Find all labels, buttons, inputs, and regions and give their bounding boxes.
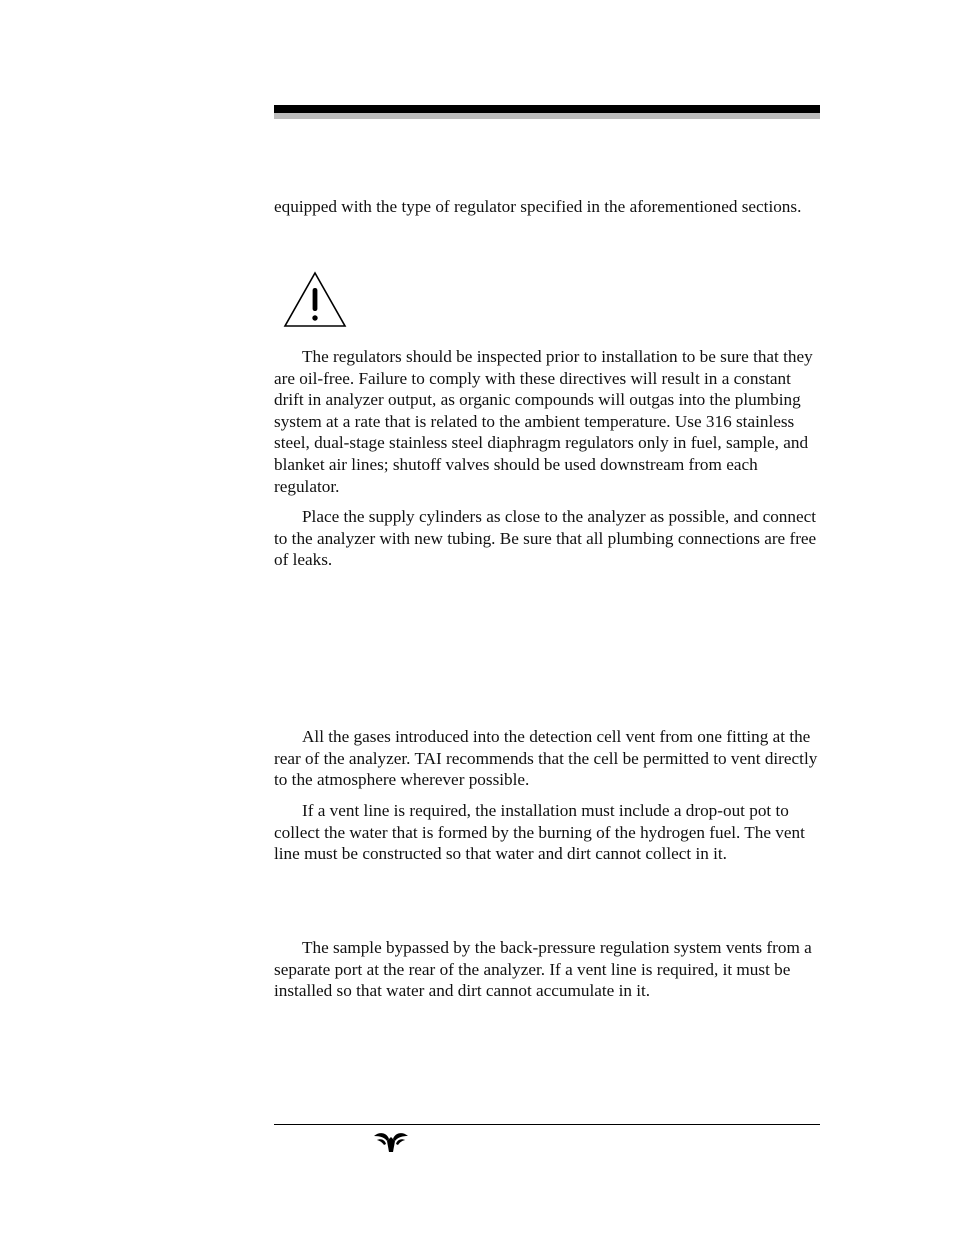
teledyne-logo-icon bbox=[373, 1131, 409, 1153]
footer-rule bbox=[274, 1124, 820, 1125]
regulator-inspection-paragraph: The regulators should be inspected prior to installation to be sure that they are oil-free. Failure to comply with these directives will result in a constant drift in analyzer output, as organic compounds will outgas into the plumbing system at a rate that is related to the ambient temperature. Use 316 stainless steel, dual-stage stainless steel diaphragm regulators only in fuel, sample, and blanket air lines; shutoff valves should be used downstream from each regulator. bbox=[274, 347, 813, 496]
vent-line-paragraph: If a vent line is required, the installation must include a drop-out pot to collect the water that is formed by the burning of the hydrogen fuel. The vent line must be constructed so that water and dirt cannot collect in it. bbox=[274, 801, 805, 864]
bypass-vent-paragraph: The sample bypassed by the back-pressure regulation system vents from a separate port at the rear of the analyzer. If a vent line is required, it must be installed so that water and dirt cannot accumulate in it. bbox=[274, 938, 812, 1001]
header-rule bbox=[274, 105, 820, 113]
continuation-paragraph: equipped with the type of regulator specified in the aforementioned sections. bbox=[274, 197, 802, 216]
cell-vent-paragraph: All the gases introduced into the detection cell vent from one fitting at the rear of the analyzer. TAI recommends that the cell be permitted to vent directly to the atmosphere wherever possible. bbox=[274, 727, 818, 790]
supply-cylinders-paragraph: Place the supply cylinders as close to the analyzer as possible, and connect to the analyzer with new tubing. Be sure that all plumbing connections are free of leaks. bbox=[274, 507, 817, 570]
warning-triangle-icon bbox=[283, 271, 347, 328]
header-rule-shadow bbox=[274, 113, 820, 119]
